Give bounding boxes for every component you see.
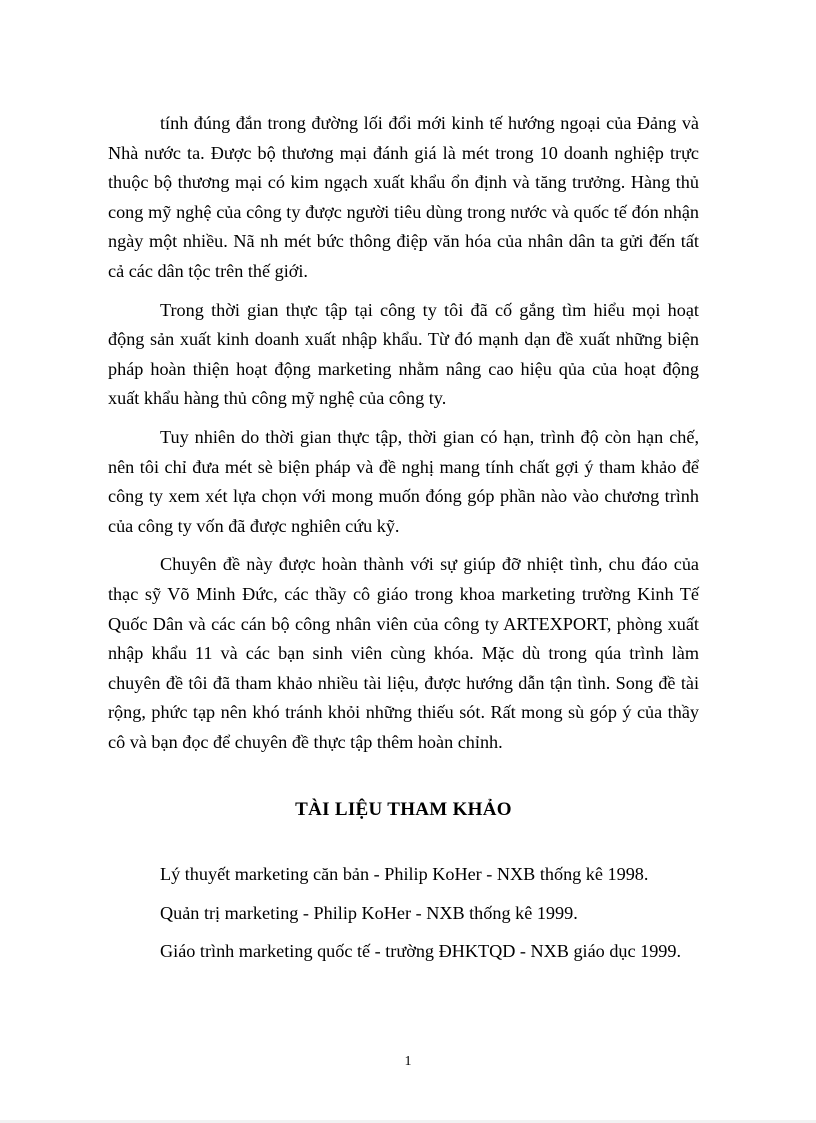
body-paragraph-3: Tuy nhiên do thời gian thực tập, thời gian có hạn, trình độ còn hạn chế, nên tôi chỉ đưa mét sè biện pháp và đề nghị mang tính chất gợi ý tham khảo để công ty xem xét lựa chọn với mong muốn đóng góp phần nào vào chương trình của công ty vốn đã được nghiên cứu kỹ.	[108, 426, 699, 536]
references-list	[108, 860, 699, 967]
reference-item-1: Lý thuyết marketing căn bản - Philip KoHer - NXB thống kê 1998.	[160, 864, 649, 885]
document-body	[108, 109, 699, 976]
reference-item-2: Quản trị marketing - Philip KoHer - NXB thống kê 1999.	[160, 902, 578, 923]
body-paragraph-1: tính đúng đắn trong đường lối đổi mới kinh tế hướng ngoại của Đảng và Nhà nước ta. Được bộ thương mại đánh giá là mét trong 10 doanh nghiệp trực thuộc bộ thương mại có kim ngạch xuất khẩu ổn định và tăng trưởng. Hàng thủ cong mỹ nghệ của công ty được người tiêu dùng trong nước và quốc tế đón nhận ngày một nhiều. Nã nh mét bức thông điệp văn hóa của nhân dân ta gửi đến tất cả các dân tộc trên thế giới.	[108, 113, 699, 281]
body-paragraph-2: Trong thời gian thực tập tại công ty tôi đã cố gắng tìm hiểu mọi hoạt động sản xuất kinh doanh xuất nhập khẩu. Từ đó mạnh dạn đề xuất những biện pháp hoàn thiện hoạt động marketing nhằm nâng cao hiệu qủa của hoạt động xuất khẩu hàng thủ công mỹ nghệ của công ty.	[108, 299, 699, 409]
page-number: 1	[404, 1054, 412, 1069]
reference-item-3: Giáo trình marketing quốc tế - trường ĐHKTQD - NXB giáo dục 1999.	[160, 941, 682, 962]
references-heading: TÀI LIỆU THAM KHẢO	[295, 799, 512, 821]
body-paragraph-4: Chuyên đề này được hoàn thành với sự giúp đỡ nhiệt tình, chu đáo của thạc sỹ Võ Minh Đức, các thầy cô giáo trong khoa marketing trường Kinh Tế Quốc Dân và các cán bộ công nhân viên của công ty ARTEXPORT, phòng xuất nhập khẩu 11 và các bạn sinh viên cùng khóa. Mặc dù trong qúa trình làm chuyên đề tôi đã tham khảo nhiều tài liệu, được hướng dẫn tận tình. Song đề tài rộng, phức tạp nên khó tránh khỏi những thiếu sót. Rất mong sù góp ý của thầy cô và bạn đọc để chuyên đề thực tập thêm hoàn chỉnh.	[108, 554, 699, 752]
